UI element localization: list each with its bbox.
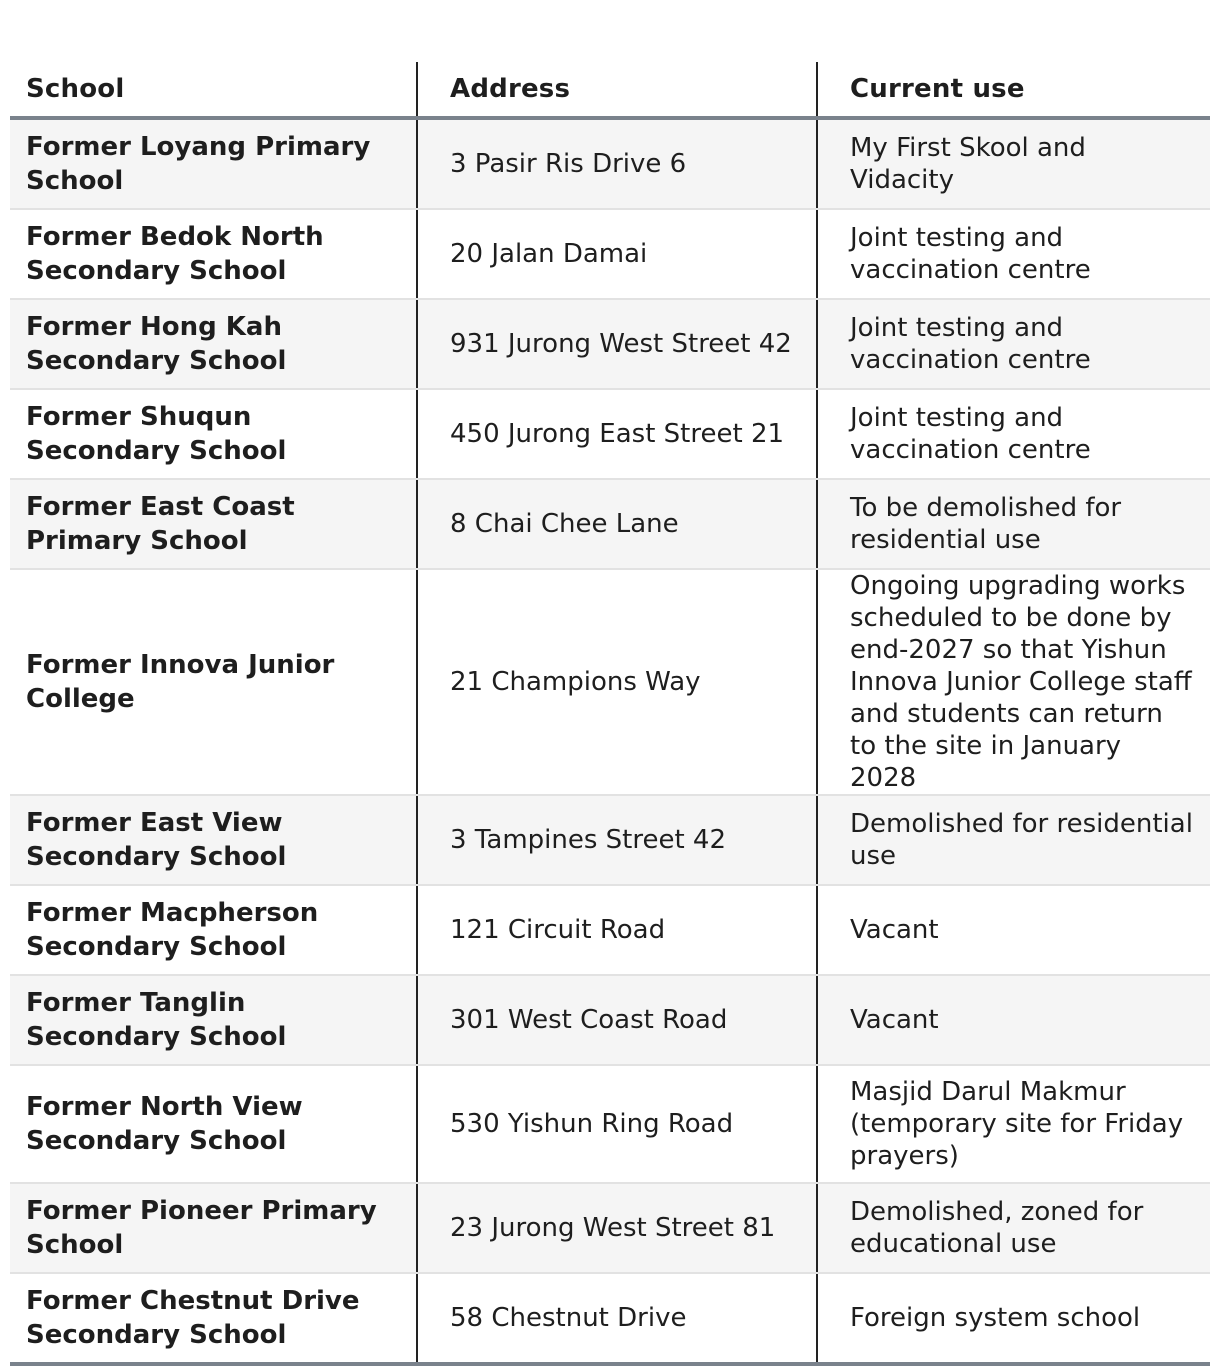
address-cell: 23 Jurong West Street 81 (417, 1183, 817, 1273)
current-use-cell: Vacant (817, 975, 1210, 1065)
schools-table (10, 62, 1210, 1366)
school-cell: Former Shuqun Secondary School (10, 389, 417, 479)
column-header-address: Address (417, 62, 817, 118)
school-cell: Former Chestnut Drive Secondary School (10, 1273, 417, 1364)
address-cell: 931 Jurong West Street 42 (417, 299, 817, 389)
school-cell: Former Innova Junior College (10, 569, 417, 795)
address-cell: 8 Chai Chee Lane (417, 479, 817, 569)
table-row (10, 1273, 1210, 1364)
current-use-cell: Foreign system school (817, 1273, 1210, 1364)
school-cell: Former East View Secondary School (10, 795, 417, 885)
school-cell: Former Tanglin Secondary School (10, 975, 417, 1065)
school-cell: Former Bedok North Secondary School (10, 209, 417, 299)
column-header-school: School (10, 62, 417, 118)
address-cell: 3 Tampines Street 42 (417, 795, 817, 885)
school-cell: Former North View Secondary School (10, 1065, 417, 1183)
school-cell: Former Macpherson Secondary School (10, 885, 417, 975)
address-cell: 121 Circuit Road (417, 885, 817, 975)
current-use-cell: My First Skool and Vidacity (817, 118, 1210, 209)
school-cell: Former Loyang Primary School (10, 118, 417, 209)
address-cell: 301 West Coast Road (417, 975, 817, 1065)
table-row (10, 299, 1210, 389)
current-use-cell: Ongoing upgrading works scheduled to be done by end-2027 so that Yishun Innova Junior College staff and students can return to the site in January 2028 (817, 569, 1210, 795)
school-cell: Former Hong Kah Secondary School (10, 299, 417, 389)
header-row (10, 62, 1210, 118)
current-use-cell: Joint testing and vaccination centre (817, 299, 1210, 389)
table-row (10, 569, 1210, 795)
table-row (10, 118, 1210, 209)
address-cell: 58 Chestnut Drive (417, 1273, 817, 1364)
table-row (10, 389, 1210, 479)
current-use-cell: Joint testing and vaccination centre (817, 209, 1210, 299)
address-cell: 20 Jalan Damai (417, 209, 817, 299)
current-use-cell: To be demolished for residential use (817, 479, 1210, 569)
current-use-cell: Vacant (817, 885, 1210, 975)
address-cell: 3 Pasir Ris Drive 6 (417, 118, 817, 209)
schools-table-container (10, 62, 1210, 1366)
table-row (10, 885, 1210, 975)
table-row (10, 479, 1210, 569)
school-cell: Former East Coast Primary School (10, 479, 417, 569)
address-cell: 21 Champions Way (417, 569, 817, 795)
table-header (10, 62, 1210, 118)
table-row (10, 975, 1210, 1065)
table-row (10, 1183, 1210, 1273)
school-cell: Former Pioneer Primary School (10, 1183, 417, 1273)
table-body (10, 118, 1210, 1364)
column-header-current-use: Current use (817, 62, 1210, 118)
current-use-cell: Joint testing and vaccination centre (817, 389, 1210, 479)
current-use-cell: Demolished, zoned for educational use (817, 1183, 1210, 1273)
table-row (10, 795, 1210, 885)
current-use-cell: Masjid Darul Makmur (temporary site for Friday prayers) (817, 1065, 1210, 1183)
address-cell: 450 Jurong East Street 21 (417, 389, 817, 479)
current-use-cell: Demolished for residential use (817, 795, 1210, 885)
table-row (10, 1065, 1210, 1183)
table-row (10, 209, 1210, 299)
address-cell: 530 Yishun Ring Road (417, 1065, 817, 1183)
